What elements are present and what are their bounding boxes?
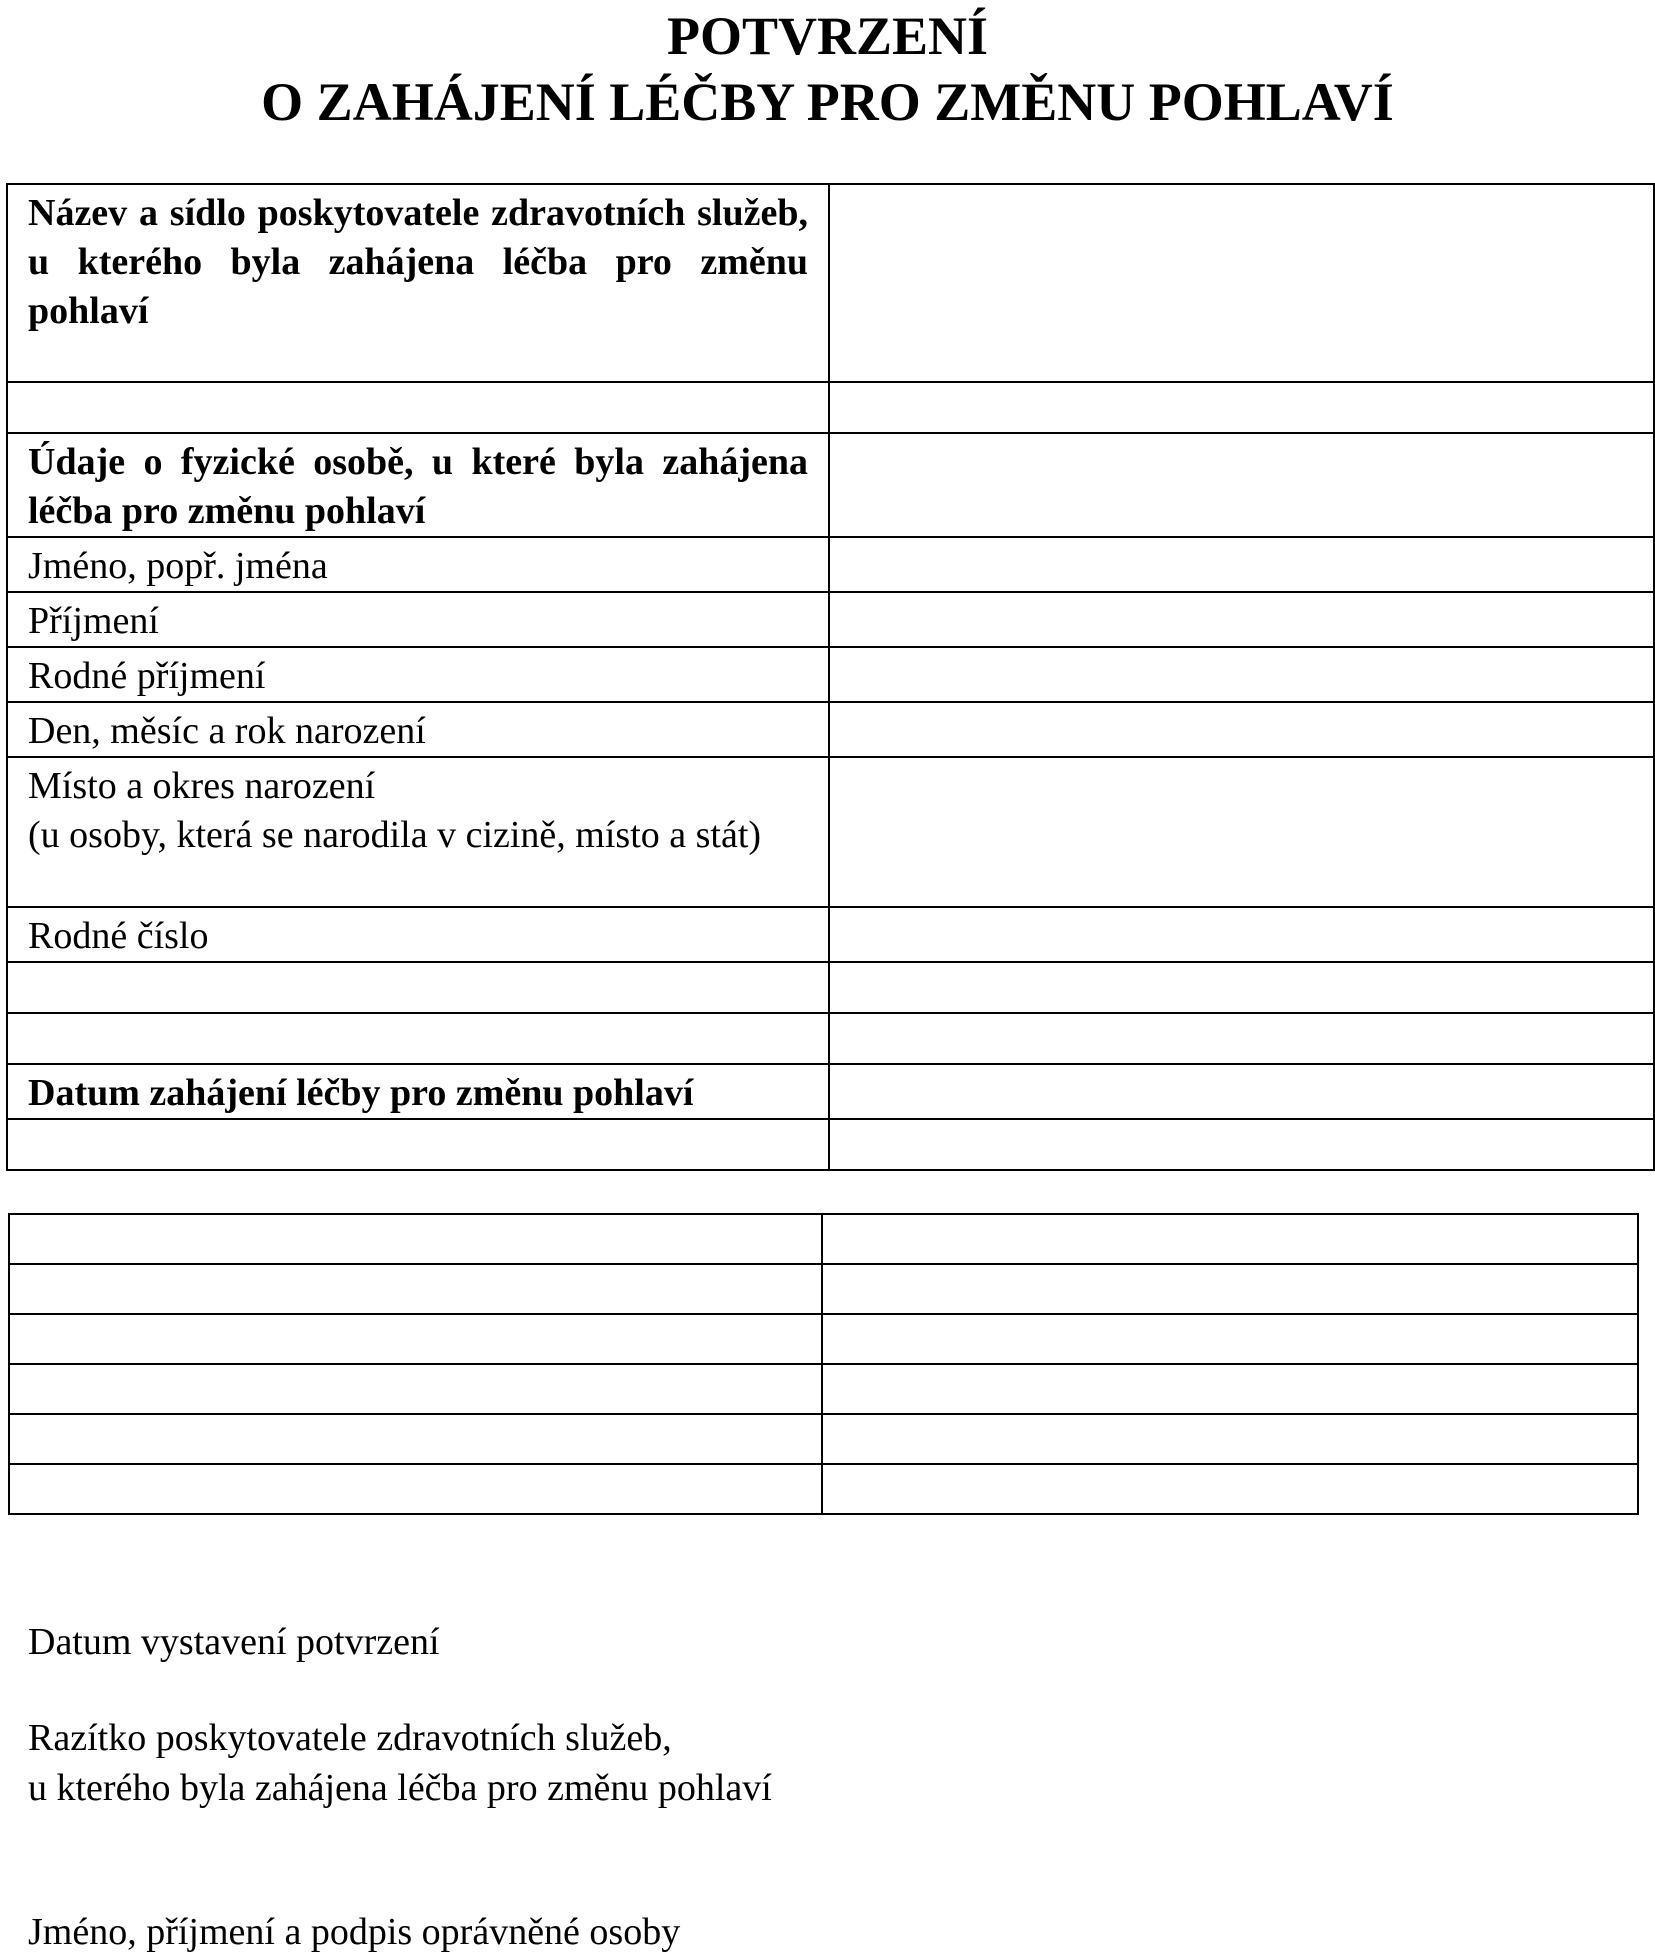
issue-date-label: Datum vystavení potvrzení xyxy=(28,1621,440,1663)
treatment-start-field[interactable] xyxy=(829,1064,1654,1119)
first-names-field[interactable] xyxy=(829,537,1654,592)
table-row xyxy=(7,702,1654,757)
table-row xyxy=(7,907,1654,962)
blank-cell[interactable] xyxy=(822,1264,1638,1314)
table-row xyxy=(7,1013,1654,1064)
provider-value-field[interactable] xyxy=(829,184,1654,382)
document-subtitle: O ZAHÁJENÍ LÉČBY PRO ZMĚNU POHLAVÍ xyxy=(261,72,1394,132)
table-row xyxy=(7,647,1654,702)
birth-date-field[interactable] xyxy=(829,702,1654,757)
table-row xyxy=(7,962,1654,1013)
birth-place-note: (u osoby, která se narodila v cizině, místo a stát) xyxy=(28,814,762,856)
confirmation-form-table xyxy=(6,183,1655,1171)
blank-cell[interactable] xyxy=(9,1364,822,1414)
birth-place-field[interactable] xyxy=(829,757,1654,907)
treatment-start-label: Datum zahájení léčby pro změnu pohlaví xyxy=(7,1064,829,1119)
table-row xyxy=(7,537,1654,592)
table-row xyxy=(9,1464,1638,1514)
birth-place-label-line: Místo a okres narození xyxy=(28,765,376,807)
blank-cell[interactable] xyxy=(9,1264,822,1314)
empty-value-field[interactable] xyxy=(829,962,1654,1013)
blank-cell[interactable] xyxy=(822,1214,1638,1264)
person-section-header: Údaje o fyzické osobě, u které byla zahájena léčba pro změnu pohlaví xyxy=(7,433,829,537)
empty-cell xyxy=(7,962,829,1013)
blank-cell[interactable] xyxy=(822,1464,1638,1514)
table-row xyxy=(7,184,1654,382)
signature-label: Jméno, příjmení a podpis oprávněné osoby xyxy=(28,1911,681,1953)
blank-cell[interactable] xyxy=(9,1414,822,1464)
birth-surname-label: Rodné příjmení xyxy=(7,647,829,702)
birth-surname-field[interactable] xyxy=(829,647,1654,702)
table-row xyxy=(9,1314,1638,1364)
table-row xyxy=(7,592,1654,647)
table-row xyxy=(9,1414,1638,1464)
blank-cell[interactable] xyxy=(9,1464,822,1514)
table-row xyxy=(7,757,1654,907)
birth-number-field[interactable] xyxy=(829,907,1654,962)
table-row xyxy=(9,1364,1638,1414)
empty-cell xyxy=(7,382,829,433)
stamp-label: Razítko poskytovatele zdravotních služeb, xyxy=(28,1717,672,1759)
person-section-value-field[interactable] xyxy=(829,433,1654,537)
table-row xyxy=(7,433,1654,537)
surname-label: Příjmení xyxy=(7,592,829,647)
birth-place-label xyxy=(7,757,829,907)
blank-cell[interactable] xyxy=(822,1414,1638,1464)
first-names-label: Jméno, popř. jména xyxy=(7,537,829,592)
table-row xyxy=(7,382,1654,433)
table-row xyxy=(7,1119,1654,1170)
provider-label: Název a sídlo poskytovatele zdravotních služeb, u kterého byla zahájena léčba pro změnu pohlaví xyxy=(7,184,829,382)
table-row xyxy=(9,1264,1638,1314)
blank-cell[interactable] xyxy=(822,1314,1638,1364)
empty-value-field[interactable] xyxy=(829,1119,1654,1170)
empty-value-field[interactable] xyxy=(829,382,1654,433)
blank-grid-table xyxy=(8,1213,1639,1515)
blank-cell[interactable] xyxy=(9,1314,822,1364)
table-row xyxy=(9,1214,1638,1264)
document-title: POTVRZENÍ xyxy=(666,6,989,66)
empty-value-field[interactable] xyxy=(829,1013,1654,1064)
empty-cell xyxy=(7,1119,829,1170)
table-row xyxy=(7,1064,1654,1119)
blank-cell[interactable] xyxy=(822,1364,1638,1414)
blank-cell[interactable] xyxy=(9,1214,822,1264)
surname-field[interactable] xyxy=(829,592,1654,647)
empty-cell xyxy=(7,1013,829,1064)
birth-date-label: Den, měsíc a rok narození xyxy=(7,702,829,757)
birth-number-label: Rodné číslo xyxy=(7,907,829,962)
stamp-label-continued: u kterého byla zahájena léčba pro změnu pohlaví xyxy=(28,1767,772,1809)
